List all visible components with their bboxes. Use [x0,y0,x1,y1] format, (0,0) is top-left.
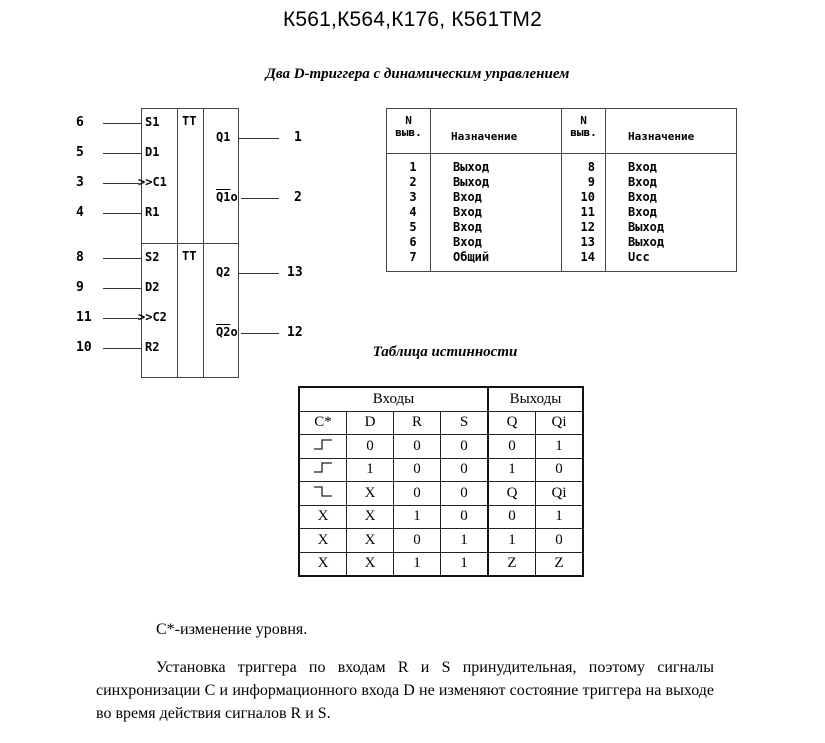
pin-purpose-cell: Ucc [628,250,650,264]
pin-purpose-cell: Вход [453,190,482,204]
rising-edge-icon [299,435,347,459]
table-cell: Z [488,552,536,576]
pin-wire [103,153,141,154]
table-cell: 0 [441,458,489,482]
signal-label-s1: S1 [145,115,160,129]
table-cell: 1 [441,552,489,576]
table-cell: 1 [488,529,536,553]
table-row [299,458,583,482]
header-purpose: Назначение [451,130,518,143]
box-top-border [141,108,239,109]
truth-table-title: Таблица истинности [372,344,518,360]
pin-number: 11 [76,310,92,325]
pin-number-cell: 8 [587,160,595,174]
pin-number: 1 [294,130,302,145]
column-header: Q [488,411,536,435]
pin-number-cell: 10 [580,190,595,204]
table-cell: 1 [394,505,441,529]
table-cell: 1 [536,435,584,459]
table-cell: 1 [441,529,489,553]
table-cell: 0 [347,435,394,459]
table-cell: 0 [441,505,489,529]
pin-number: 8 [76,250,84,265]
column-header: Qi [536,411,584,435]
pin-purpose-cell: Вход [628,205,657,219]
pin-wire [103,288,141,289]
table-cell: 0 [441,482,489,506]
group-outputs: Выходы [488,387,583,411]
table-cell: 1 [536,505,584,529]
header-purpose: Назначение [628,130,695,143]
table-cell: Z [536,552,584,576]
pin-number-cell: 14 [580,250,595,264]
falling-edge-icon [299,482,347,506]
table-cell: 0 [394,435,441,459]
function-label-1: TT [182,114,197,128]
table-cell: X [347,505,394,529]
pin-purpose-cell: Вход [453,205,482,219]
signal-label-r2: R2 [145,340,160,354]
pin-purpose-cell: Общий [453,250,490,264]
signal-label-q2-inverted: Q2o [216,325,238,339]
pin-number-cell: 1 [409,160,417,174]
signal-label-c2: >>C2 [138,310,167,324]
pin-number-cell: 3 [409,190,417,204]
table-cell: X [347,529,394,553]
table-cell: 1 [347,458,394,482]
box-bottom-border [141,377,239,378]
pin-number-cell: 12 [580,220,595,234]
edge-trigger-icon: >> [138,310,153,324]
pin-assignment-table [386,108,737,272]
header-pin-number: N выв. [395,114,422,139]
pin-number: 12 [287,325,303,340]
column-header: D [347,411,394,435]
pin-number: 6 [76,115,84,130]
table-cell: 0 [488,505,536,529]
right-pin-numbers [567,160,595,265]
pin-number: 2 [294,190,302,205]
description-paragraph: Установка триггера по входам R и S принудительная, поэтому сигналы синхронизации С и информационного входа D не изменяют состояние триггера на выходе во время действия сигналов R и S. [96,659,714,722]
pin-number-cell: 6 [409,235,417,249]
pin-number-cell: 2 [409,175,417,189]
table-cell: X [347,552,394,576]
signal-label-q1-inverted: Q1o [216,190,238,204]
table-cell: Qi [536,482,584,506]
table-row [299,505,583,529]
truth-table [298,386,584,577]
signal-label-q2: Q2 [216,265,231,279]
function-label-2: TT [182,249,197,263]
table-cell: X [299,505,347,529]
pin-purpose-cell: Выход [628,235,665,249]
group-header-row [299,387,583,411]
pin-number-cell: 11 [580,205,595,219]
table-cell: X [347,482,394,506]
pin-wire [239,273,279,274]
column-header-row [299,411,583,435]
pin-wire [103,318,139,319]
signal-label-d2: D2 [145,280,160,294]
subtitle: Два D-триггера с динамическим управлением [265,66,570,82]
pin-purpose-cell: Выход [453,160,490,174]
signal-label-r1: R1 [145,205,160,219]
edge-trigger-icon: >> [138,175,153,189]
pin-wire [241,333,279,334]
pin-purpose-cell: Выход [628,220,665,234]
table-cell: X [299,552,347,576]
pin-wire [103,183,139,184]
table-cell: X [299,529,347,553]
pin-number: 10 [76,340,92,355]
pin-number-cell: 13 [580,235,595,249]
table-cell: Q [488,482,536,506]
right-pin-purposes [628,160,664,265]
pin-number-cell: 5 [409,220,417,234]
table-cell: 0 [441,435,489,459]
header-pin-number: N выв. [570,114,597,139]
pin-purpose-cell: Выход [453,175,490,189]
left-pin-purposes [453,160,489,265]
page-title: К561,К564,К176, К561ТМ2 [282,8,543,31]
table-row [299,435,583,459]
table-row [299,482,583,506]
signal-label-d1: D1 [145,145,160,159]
pin-number: 3 [76,175,84,190]
pin-number: 9 [76,280,84,295]
left-pin-numbers [403,160,423,265]
pin-purpose-cell: Вход [628,175,657,189]
pin-wire [103,348,141,349]
pin-wire [103,123,141,124]
inversion-circle-icon: o [230,190,238,204]
table-row [299,552,583,576]
column-header: R [394,411,441,435]
column-header: C* [299,411,347,435]
rising-edge-icon [299,458,347,482]
signal-label-c1: >>C1 [138,175,167,189]
pin-purpose-cell: Вход [453,220,482,234]
pin-purpose-cell: Вход [628,160,657,174]
group-inputs: Входы [299,387,488,411]
pin-purpose-cell: Вход [628,190,657,204]
table-cell: 1 [394,552,441,576]
pin-number-cell: 7 [409,250,417,264]
pin-wire [103,213,141,214]
inversion-circle-icon: o [230,325,238,339]
schematic-diagram [0,0,330,400]
table-cell: 0 [394,458,441,482]
pin-purpose-cell: Вход [453,235,482,249]
pin-wire [241,198,279,199]
pin-number: 4 [76,205,84,220]
pin-wire [103,258,141,259]
signal-label-q1: Q1 [216,130,231,144]
box-middle-border [141,243,239,244]
table-cell: 0 [488,435,536,459]
column-header: S [441,411,489,435]
table-cell: 1 [488,458,536,482]
table-row [299,529,583,553]
table-cell: 0 [536,529,584,553]
c-star-note: С*-изменение уровня. [156,621,308,638]
pin-number-cell: 9 [587,175,595,189]
table-cell: 0 [536,458,584,482]
signal-label-s2: S2 [145,250,160,264]
pin-wire [239,138,279,139]
pin-number-cell: 4 [409,205,417,219]
table-cell: 0 [394,529,441,553]
pin-number: 13 [287,265,303,280]
table-cell: 0 [394,482,441,506]
pin-number: 5 [76,145,84,160]
